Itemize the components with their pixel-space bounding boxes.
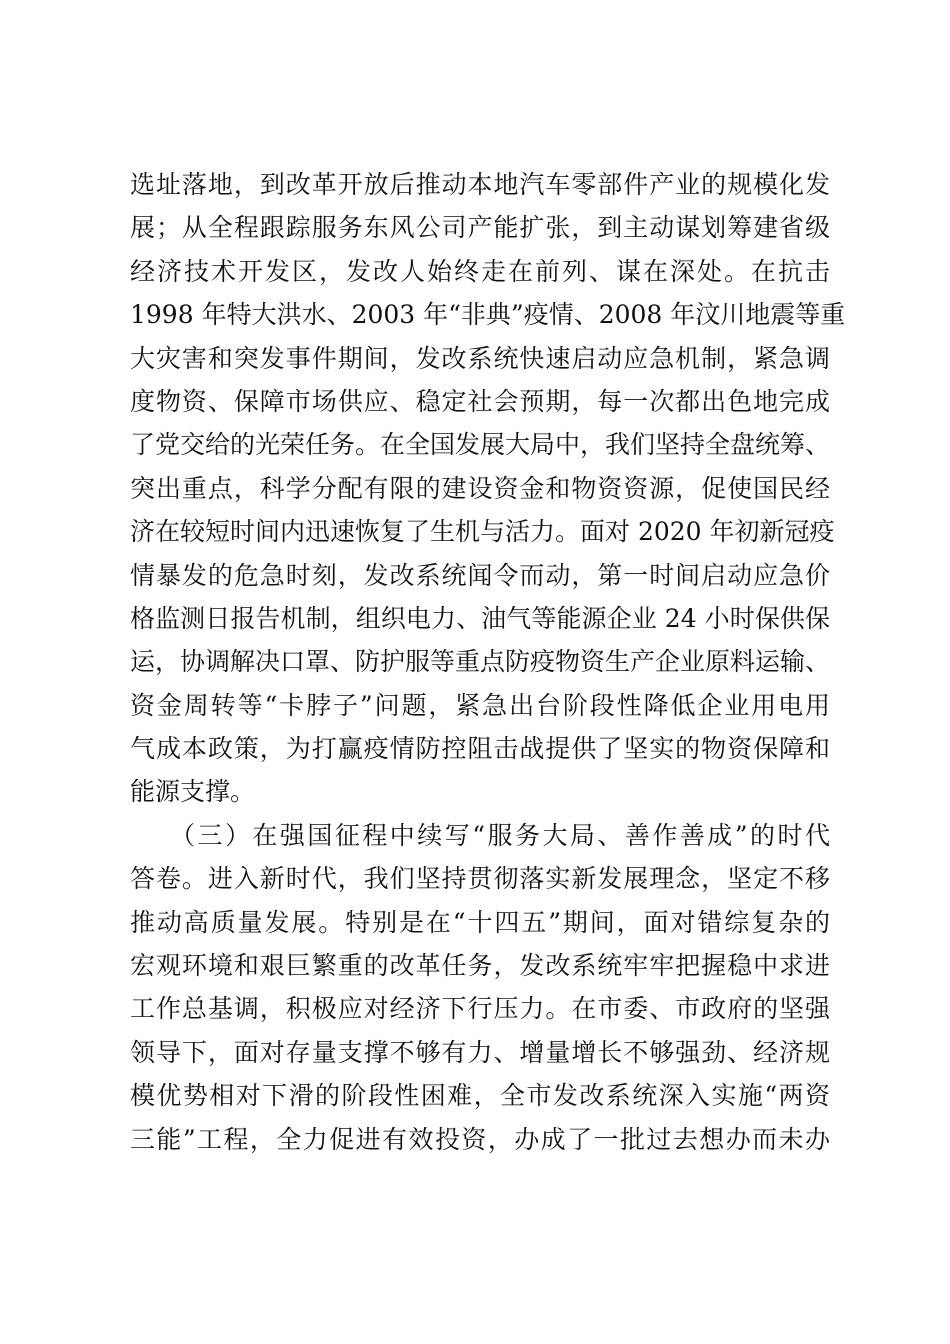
paragraph-end-line: 能源支撑。 (130, 777, 256, 807)
body-text (130, 163, 846, 1161)
text-line: 1998 年特大洪水、2003 年“非典”疫情、2008 年汶川地震等重 (130, 300, 846, 330)
text-line: 工作总基调，积极应对经济下行压力。在市委、市政府的坚强 (130, 994, 830, 1024)
section-heading-line: （三）在强国征程中续写“服务大局、善作善成”的时代 (170, 820, 830, 850)
text-line: 领导下，面对存量支撑不够有力、增量增长不够强劲、经济规 (130, 1037, 830, 1067)
text-line: 模优势相对下滑的阶段性困难，全市发改系统深入实施“两资 (130, 1081, 830, 1111)
text-line: 运，协调解决口罩、防护服等重点防疫物资生产企业原料运输、 (130, 647, 831, 677)
text-line: 了党交给的光荣任务。在全国发展大局中，我们坚持全盘统筹、 (130, 430, 831, 460)
text-line: 展；从全程跟踪服务东风公司产能扩张，到主动谋划筹建省级 (130, 213, 830, 243)
text-line: 大灾害和突发事件期间，发改系统快速启动应急机制，紧急调 (130, 343, 830, 373)
text-line: 答卷。进入新时代，我们坚持贯彻落实新发展理念，坚定不移 (130, 864, 830, 894)
text-line: 格监测日报告机制，组织电力、油气等能源企业 24 小时保供保 (130, 603, 830, 633)
text-line: 宏观环境和艰巨繁重的改革任务，发改系统牢牢把握稳中求进 (130, 951, 830, 981)
text-line: 资金周转等“卡脖子”问题，紧急出台阶段性降低企业用电用 (130, 690, 830, 720)
text-line: 选址落地，到改革开放后推动本地汽车零部件产业的规模化发 (130, 170, 830, 199)
text-line: 济在较短时间内迅速恢复了生机与活力。面对 2020 年初新冠疫 (130, 517, 835, 547)
text-line: 经济技术开发区，发改人始终走在前列、谋在深处。在抗击 (130, 256, 830, 286)
text-line: 推动高质量发展。特别是在“十四五”期间，面对错综复杂的 (130, 907, 830, 937)
text-line: 气成本政策，为打赢疫情防控阻击战提供了坚实的物资保障和 (130, 734, 830, 764)
text-line: 三能”工程，全力促进有效投资，办成了一批过去想办而未办 (130, 1124, 830, 1154)
text-line: 突出重点，科学分配有限的建设资金和物资资源，促使国民经 (130, 473, 830, 503)
text-line: 度物资、保障市场供应、稳定社会预期，每一次都出色地完成 (130, 386, 830, 416)
text-line: 情暴发的危急时刻，发改系统闻令而动，第一时间启动应急价 (130, 560, 830, 590)
